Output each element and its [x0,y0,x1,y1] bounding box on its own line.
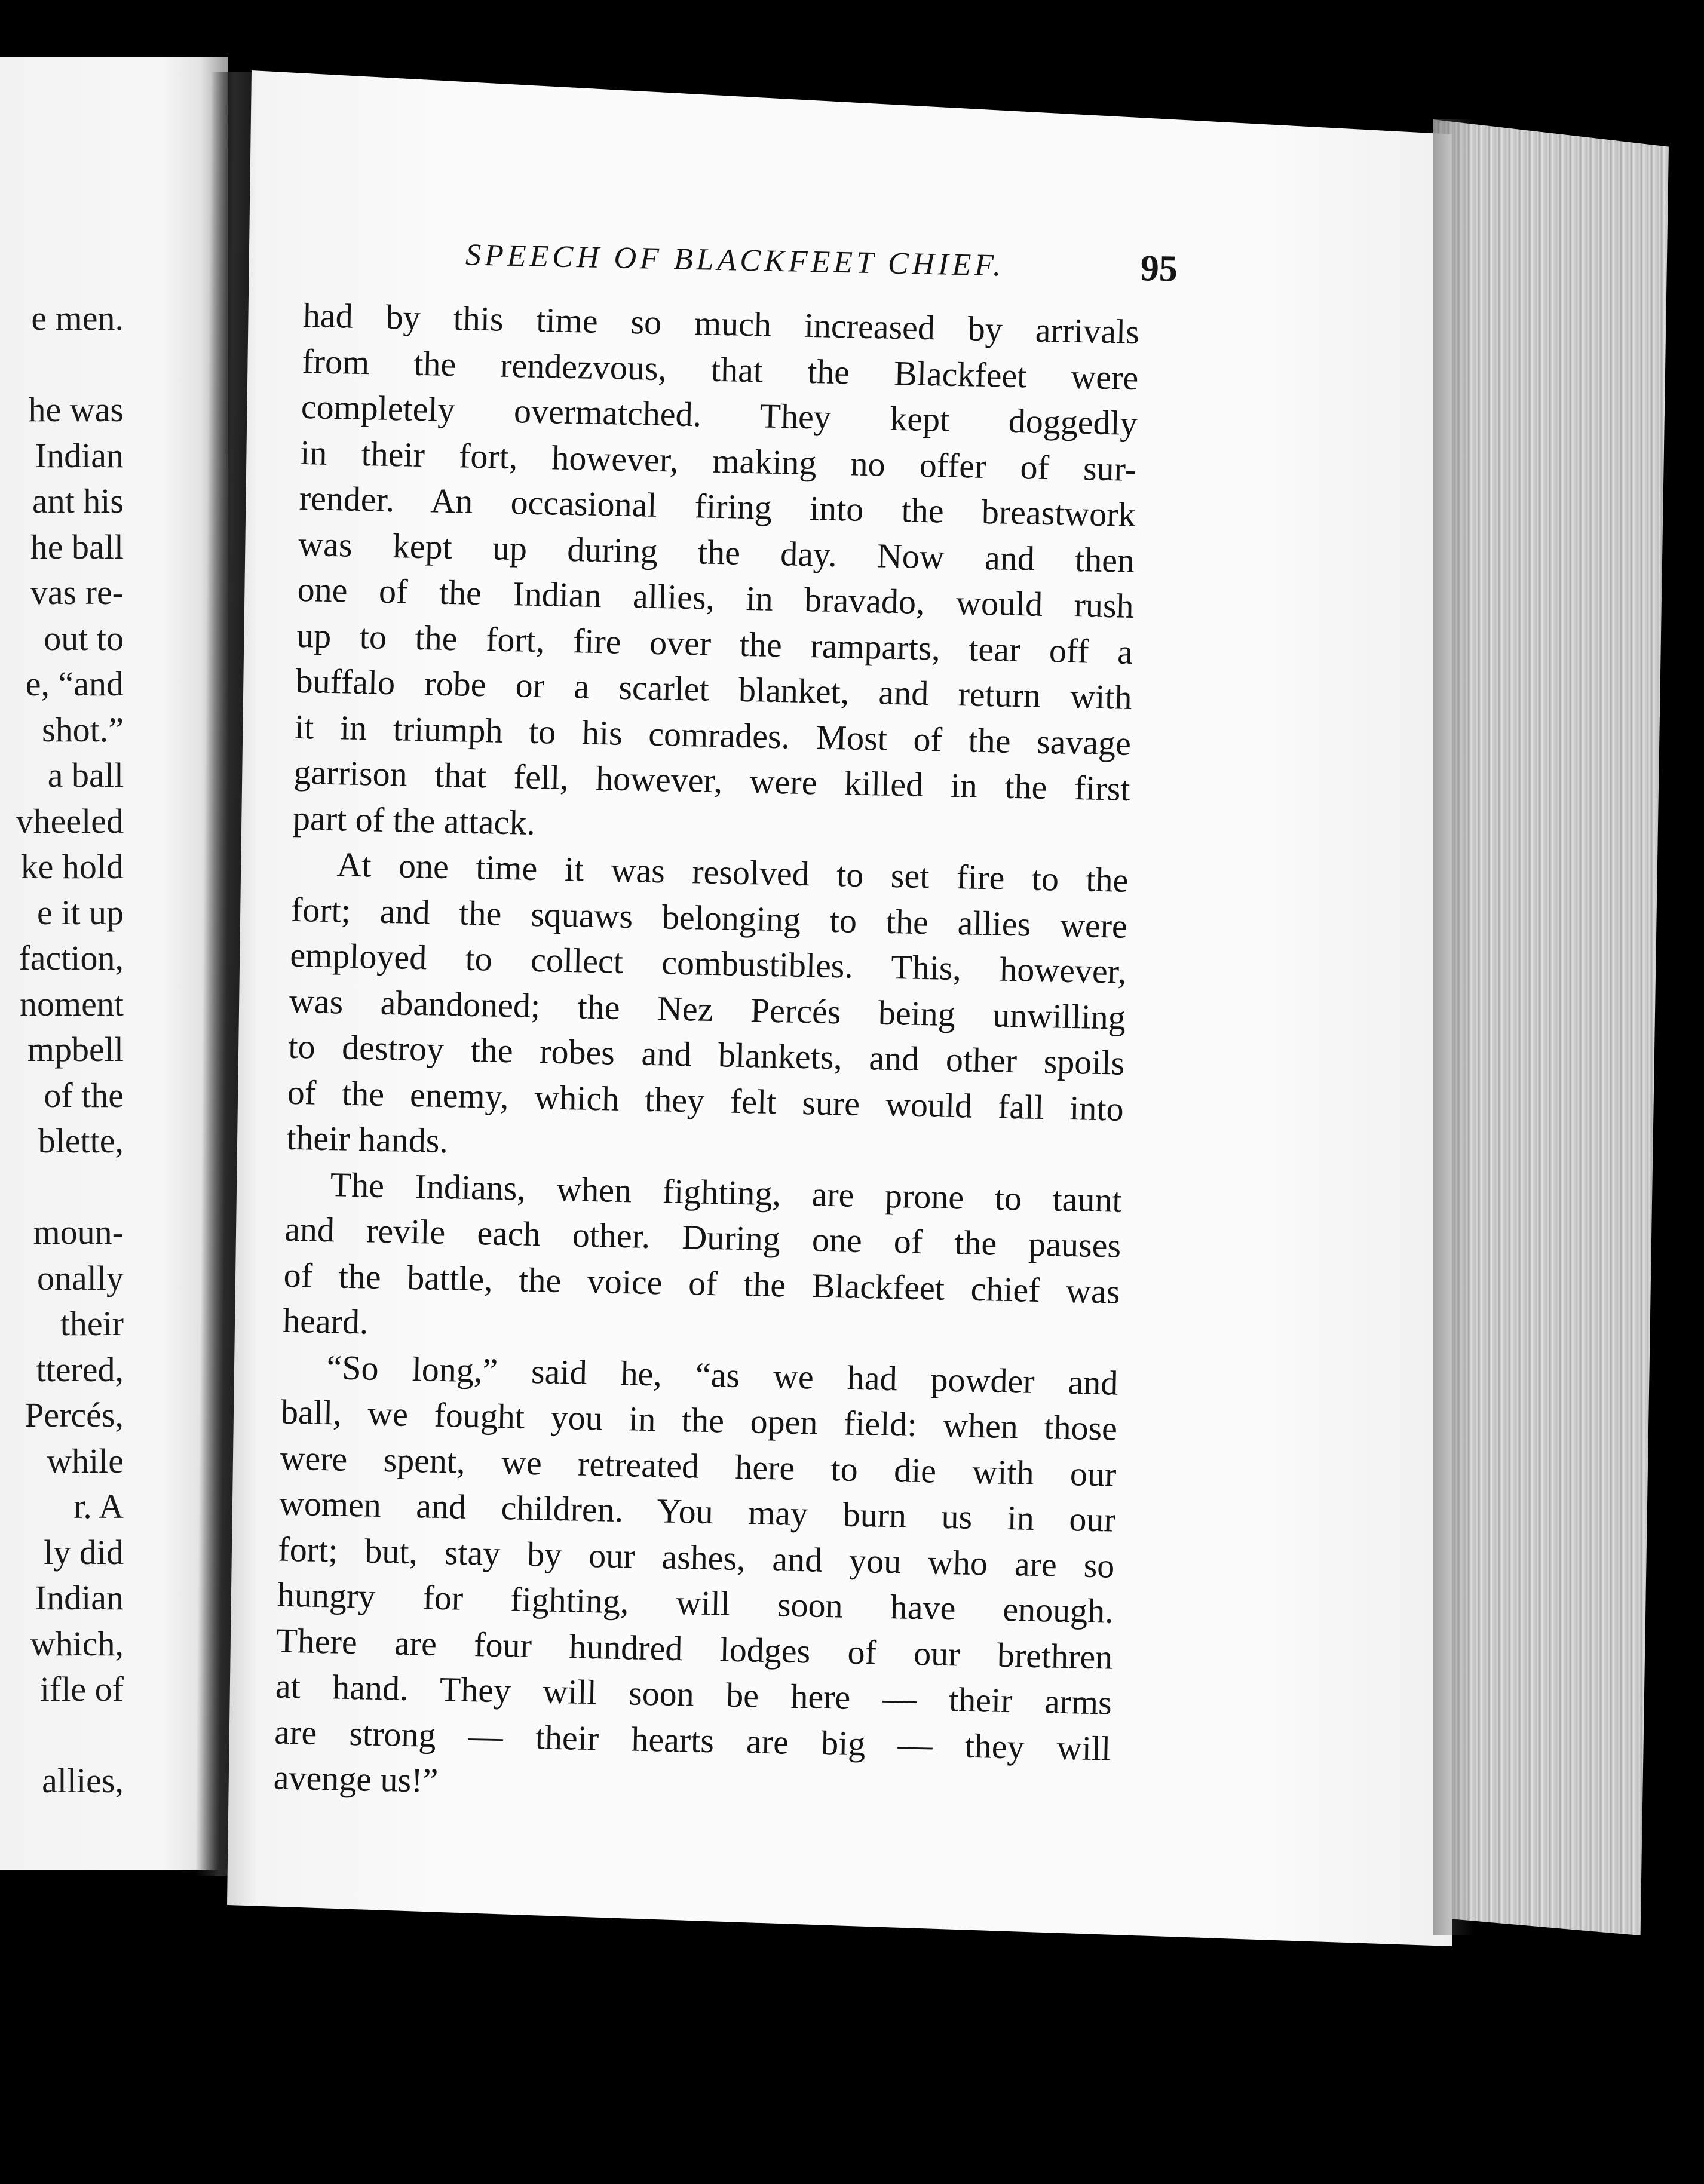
paragraph-3 [282,1161,1158,1361]
previous-page-line: Indian [35,1578,124,1617]
text-line: are strong — their hearts are big — they will [274,1711,1111,1768]
text-line: render. An occasional firing into the breastwork [299,478,1136,534]
text-line: fort; and the squaws belonging to the allies were [290,889,1128,946]
text-line: hungry for fighting, will soon have enough. [277,1575,1114,1631]
text-line: fort; but, stay by our ashes, and you who are so [277,1529,1115,1585]
text-line: were spent, we retreated here to die with our [280,1438,1117,1494]
previous-page-line [16,1713,124,1759]
previous-page-line: a ball [47,756,124,795]
previous-page-text [16,296,124,1804]
previous-page-line: out to [44,618,124,658]
previous-page-line: which, [30,1624,124,1663]
previous-page-line: noment [20,984,124,1023]
text-line: at hand. They will soon be here — their arms [275,1666,1112,1722]
paragraph-4 [273,1343,1154,1818]
text-line: employed to collect combustibles. This, however, [289,935,1127,991]
text-line: one of the Indian allies, in bravado, would rush [297,569,1135,625]
previous-page-line: ant his [32,481,124,520]
previous-page-line: ly did [44,1532,124,1572]
text-line: in their fort, however, making no offer of sur- [299,432,1137,489]
previous-page-line: e men. [31,299,124,338]
previous-page-line: onally [37,1258,124,1297]
text-line: The Indians, when fighting, are prone to taunt [330,1164,1123,1220]
previous-page-line: blette, [38,1121,124,1160]
paragraph-2 [286,841,1164,1179]
previous-page-line: moun- [33,1213,124,1251]
text-line: from the rendezvous, that the Blackfeet were [301,341,1139,397]
text-line: women and children. You may burn us in our [278,1483,1116,1539]
text-line: had by this time so much increased by arrivals [302,295,1140,352]
text-line: of the enemy, which they felt sure would fall into [287,1072,1124,1128]
previous-page-line [16,342,124,388]
previous-page-line: e it up [37,892,124,932]
previous-page-line: of the [44,1075,124,1115]
text-line: completely overmatched. They kept doggedly [301,387,1138,443]
text-line: their hands. [286,1118,449,1161]
paragraph-1 [292,293,1175,858]
previous-page-line: r. A [73,1487,124,1526]
previous-page-line: their [60,1304,124,1343]
text-line: buffalo robe or a scarlet blanket, and return with [295,661,1133,717]
previous-page-line: while [47,1441,124,1480]
page-text-block [273,227,1177,1818]
text-line: was kept up during the day. Now and then [298,524,1135,580]
text-line: garrison that fell, however, were killed in the first [293,752,1131,808]
previous-page-line: Percés, [24,1395,124,1434]
running-title: SPEECH OF BLACKFEET CHIEF. [465,238,1005,283]
previous-page-fragment [0,57,228,1870]
text-line: At one time it was resolved to set fire to the [336,845,1129,900]
text-line: avenge us!” [273,1757,439,1800]
previous-page-line: he ball [30,527,124,566]
text-line: and revile each other. During one of the pauses [284,1209,1121,1265]
page-edge-shadow [1433,119,1475,1935]
text-line: heard. [282,1300,369,1342]
text-line: to destroy the robes and blankets, and other spoils [287,1026,1125,1082]
previous-page-line: shot.” [42,710,124,749]
page-number: 95 [1140,248,1178,290]
previous-page-line: mpbell [27,1030,124,1069]
text-line: ball, we fought you in the open field: when those [280,1392,1118,1448]
previous-page-line: e, “and [25,664,124,703]
previous-page-line: ke hold [20,847,124,886]
previous-page-line: ttered, [36,1349,124,1389]
text-line: of the battle, the voice of the Blackfeet chief was [283,1255,1121,1311]
previous-page-line: allies, [42,1761,124,1800]
text-line: part of the attack. [292,798,536,842]
text-line: There are four hundred lodges of our brethren [275,1621,1113,1677]
previous-page-line [16,1164,124,1210]
previous-page-line: vas re- [30,573,124,612]
previous-page-line: he was [28,390,124,429]
text-line: up to the fort, fire over the ramparts, tear off a [296,615,1133,671]
text-line: “So long,” said he, “as we had powder and [326,1347,1119,1403]
previous-page-line: Indian [35,435,124,475]
previous-page-line: ifle of [39,1670,124,1708]
text-line: was abandoned; the Nez Percés being unwilling [289,981,1126,1037]
previous-page-line: faction, [19,938,124,977]
text-line: it in triumph to his comrades. Most of the savage [294,707,1132,763]
previous-page-line: vheeled [16,801,124,841]
